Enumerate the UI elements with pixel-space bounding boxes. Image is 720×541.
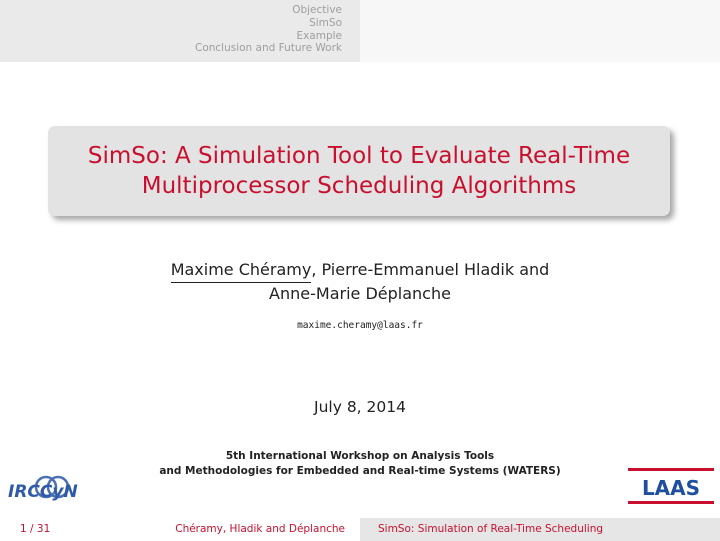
irccyn-logo [6,470,98,504]
slide-title-line-2: Multiprocessor Scheduling Algorithms [141,173,577,199]
slide-title-line-1: SimSo: A Simulation Tool to Evaluate Real-Time [87,143,631,169]
footer-bar [0,518,720,541]
event-line-2: and Methodologies for Embedded and Real-time Systems (WATERS) [159,465,561,477]
footer-short-title: SimSo: Simulation of Real-Time Scheduling [360,518,720,541]
nav-item-example[interactable]: Example [296,29,342,42]
footer-authors: Chéramy, Hladik and Déplanche [130,518,360,541]
page-number[interactable]: 1 / 31 [0,518,130,541]
contact-email: maxime.cheramy@laas.fr [297,320,423,331]
nav-item-objective[interactable]: Objective [292,4,342,16]
svg-text:IRCCyN: IRCCyN [8,482,78,502]
nav-panel-right [360,0,720,62]
section-navigation [195,4,342,55]
authors-line-1 [0,258,720,282]
authors-line-2: Anne-Marie Déplanche [269,284,451,303]
svg-text:LAAS: LAAS [641,476,701,500]
laas-logo [628,468,714,504]
nav-item-conclusion[interactable]: Conclusion and Future Work [194,42,342,55]
nav-item-simso[interactable]: SimSo [309,16,342,29]
event-name [0,449,720,479]
presentation-date: July 8, 2014 [314,398,406,416]
presenter-name: Maxime Chéramy [171,258,312,282]
top-navigation-bar [0,0,720,62]
coauthors: , Pierre-Emmanuel Hladik and [311,260,550,279]
nav-panel-left [0,0,360,62]
authors [0,258,720,306]
event-line-1: 5th International Workshop on Analysis Tools [225,450,495,462]
title-box [48,126,670,216]
